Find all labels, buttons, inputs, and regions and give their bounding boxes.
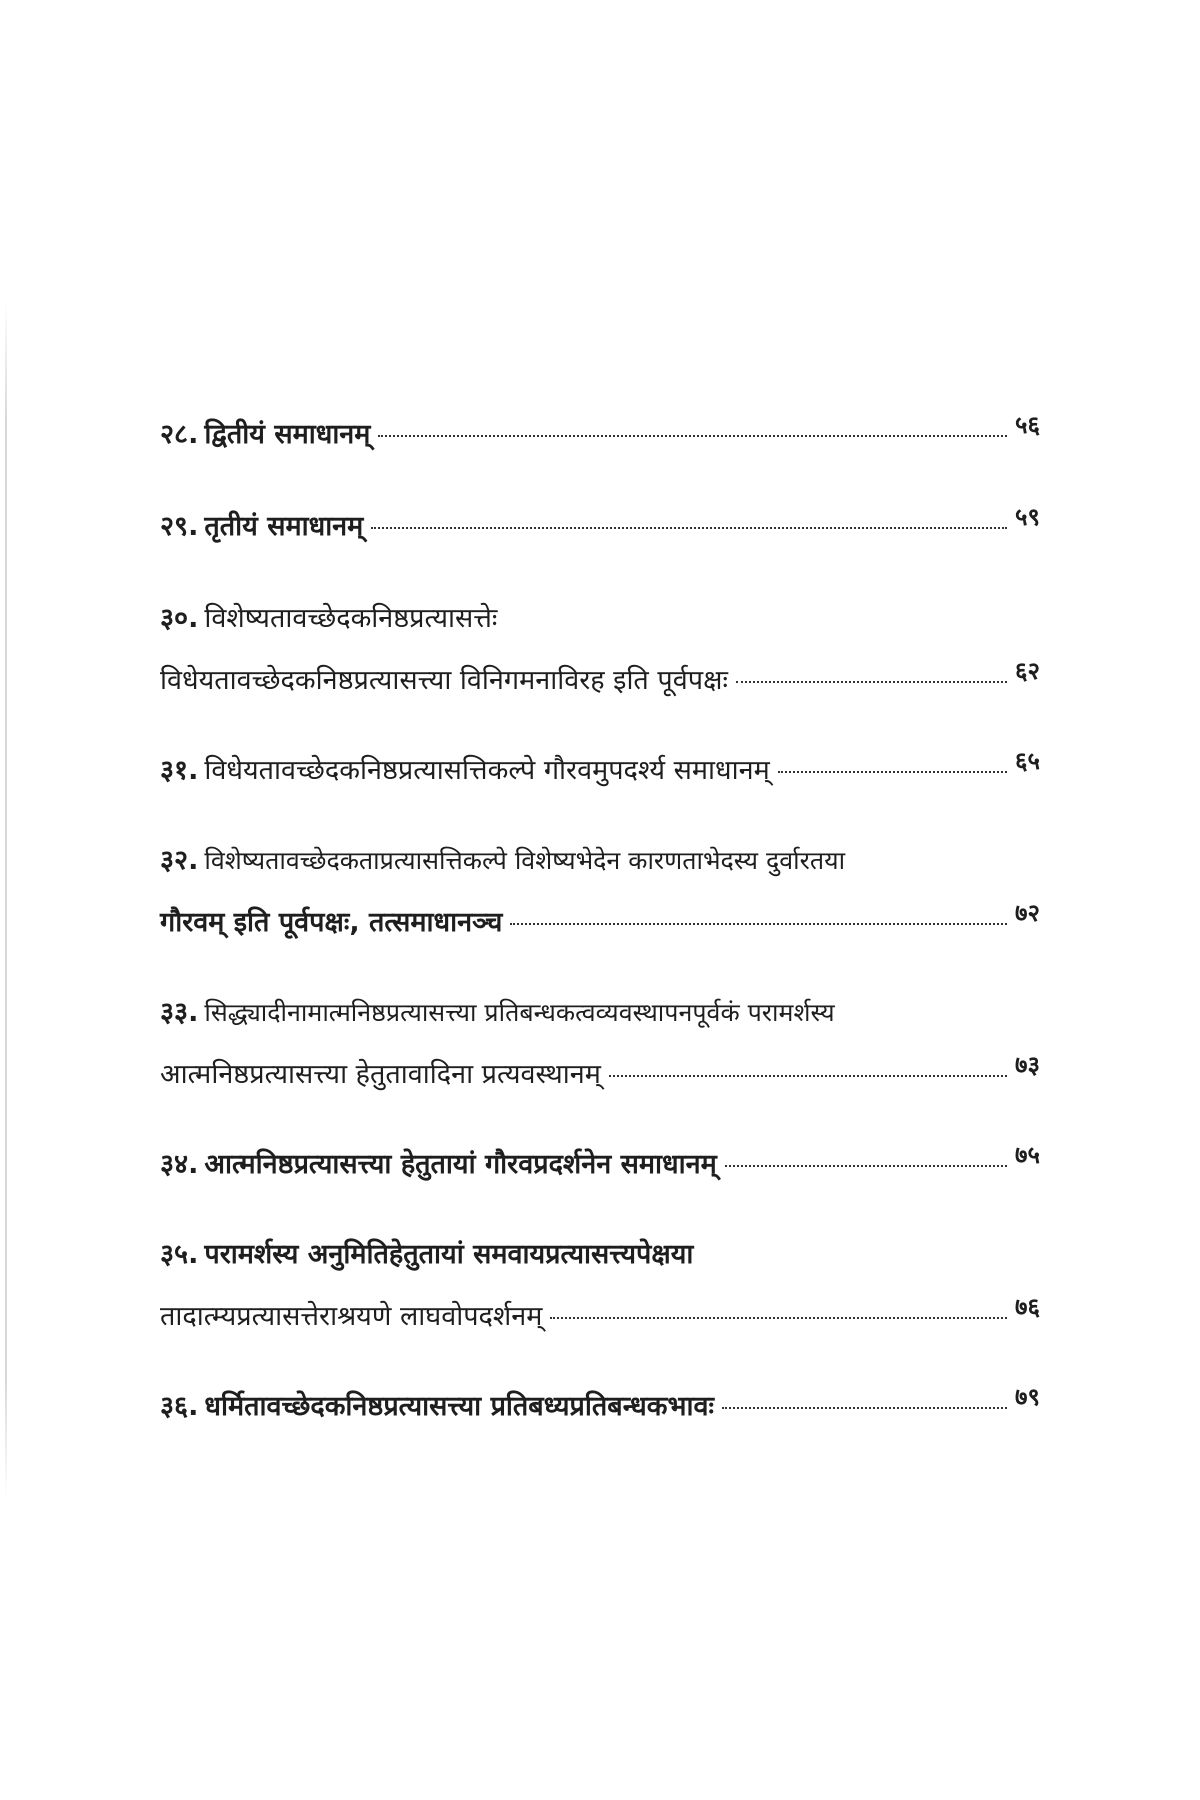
entry-separator: .: [188, 511, 199, 542]
entry-title-line1: विशेष्यतावच्छेदकनिष्ठप्रत्यासत्तेः: [204, 603, 498, 634]
page-number: ५६: [1015, 411, 1040, 439]
page-number: ७३: [1015, 1051, 1040, 1079]
dot-leader: [371, 527, 1007, 529]
toc-line: [160, 841, 1040, 881]
entry-separator: .: [188, 419, 199, 450]
toc-entry-30: [160, 599, 1040, 701]
page-edge-shadow: [5, 300, 7, 1500]
dot-leader: [778, 771, 1007, 773]
toc-line: [160, 993, 1040, 1033]
toc-line: [160, 657, 1040, 701]
toc-line: [160, 1235, 1040, 1275]
entry-number: ३३: [160, 997, 189, 1028]
entry-number: २९: [160, 511, 189, 542]
entry-number: ३५: [160, 1239, 189, 1270]
toc-line: [160, 1051, 1040, 1095]
entry-number: २८: [160, 419, 189, 450]
entry-separator: .: [188, 1391, 199, 1422]
entry-title: धर्मितावच्छेदकनिष्ठप्रत्यासत्त्या प्रतिबध्यप्रतिबन्धकभावः: [204, 1391, 714, 1422]
entry-number: ३२: [160, 845, 189, 876]
entry-title: तृतीयं समाधानम्: [204, 511, 364, 542]
toc-line: [160, 1293, 1040, 1337]
entry-number: ३६: [160, 1391, 189, 1422]
entry-separator: .: [188, 603, 199, 634]
toc-entry-33: [160, 993, 1040, 1095]
entry-title-line1: विशेष्यतावच्छेदकताप्रत्यासत्तिकल्पे विशेष्यभेदेन कारणताभेदस्य दुर्वारतया: [204, 846, 846, 875]
toc-line: [160, 1141, 1040, 1185]
entry-separator: .: [188, 997, 199, 1028]
toc-line: [160, 599, 1040, 639]
dot-leader: [722, 1407, 1007, 1409]
toc-entry-35: [160, 1235, 1040, 1337]
toc-line: [160, 747, 1040, 791]
toc-line: [160, 503, 1040, 547]
page-number: ७२: [1015, 899, 1040, 927]
toc-entry-36: [160, 1383, 1040, 1427]
entry-separator: .: [188, 755, 199, 786]
entry-title: द्वितीयं समाधानम्: [204, 419, 371, 450]
page-number: ५९: [1015, 503, 1040, 531]
entry-title-line2: गौरवम् इति पूर्वपक्षः, तत्समाधानञ्च: [160, 907, 503, 938]
entry-separator: .: [188, 845, 199, 876]
entry-number: ३४: [160, 1149, 189, 1180]
entry-title: आत्मनिष्ठप्रत्यासत्त्या हेतुतायां गौरवप्रदर्शनेन समाधानम्: [204, 1149, 717, 1180]
entry-separator: .: [188, 1149, 199, 1180]
entry-title: विधेयतावच्छेदकनिष्ठप्रत्यासत्तिकल्पे गौरवमुपदर्श्य समाधानम्: [204, 755, 770, 786]
dot-leader: [609, 1075, 1007, 1077]
entry-number: ३०: [160, 603, 189, 634]
entry-separator: .: [188, 1239, 199, 1270]
toc-line: [160, 899, 1040, 943]
dot-leader: [725, 1165, 1007, 1167]
toc-entry-31: [160, 747, 1040, 791]
toc-line: [160, 1383, 1040, 1427]
toc-entry-29: [160, 503, 1040, 547]
dot-leader: [378, 435, 1007, 437]
page-number: ६२: [1015, 657, 1040, 685]
toc-line: [160, 411, 1040, 455]
table-of-contents: [160, 411, 1040, 1427]
entry-number: ३१: [160, 755, 189, 786]
dot-leader: [550, 1317, 1007, 1319]
toc-entry-32: [160, 841, 1040, 943]
page-number: ७५: [1015, 1141, 1040, 1169]
entry-title-line2: तादात्म्यप्रत्यासत्तेराश्रयणे लाघवोपदर्शनम्: [160, 1301, 543, 1332]
entry-title-line1: सिद्ध्यादीनामात्मनिष्ठप्रत्यासत्त्या प्रतिबन्धकत्वव्यवस्थापनपूर्वकं परामर्शस्य: [204, 998, 835, 1027]
toc-entry-28: [160, 411, 1040, 455]
page-number: ६५: [1015, 747, 1040, 775]
dot-leader: [736, 681, 1007, 683]
entry-title-line2: विधेयतावच्छेदकनिष्ठप्रत्यासत्त्या विनिगमनाविरह इति पूर्वपक्षः: [160, 665, 728, 696]
entry-title-line1: परामर्शस्य अनुमितिहेतुतायां समवायप्रत्यासत्त्यपेक्षया: [204, 1239, 694, 1270]
entry-title-line2: आत्मनिष्ठप्रत्यासत्त्या हेतुतावादिना प्रत्यवस्थानम्: [160, 1059, 601, 1090]
page-number: ७९: [1015, 1383, 1040, 1411]
dot-leader: [510, 923, 1007, 925]
toc-entry-34: [160, 1141, 1040, 1185]
page-number: ७६: [1015, 1293, 1040, 1321]
